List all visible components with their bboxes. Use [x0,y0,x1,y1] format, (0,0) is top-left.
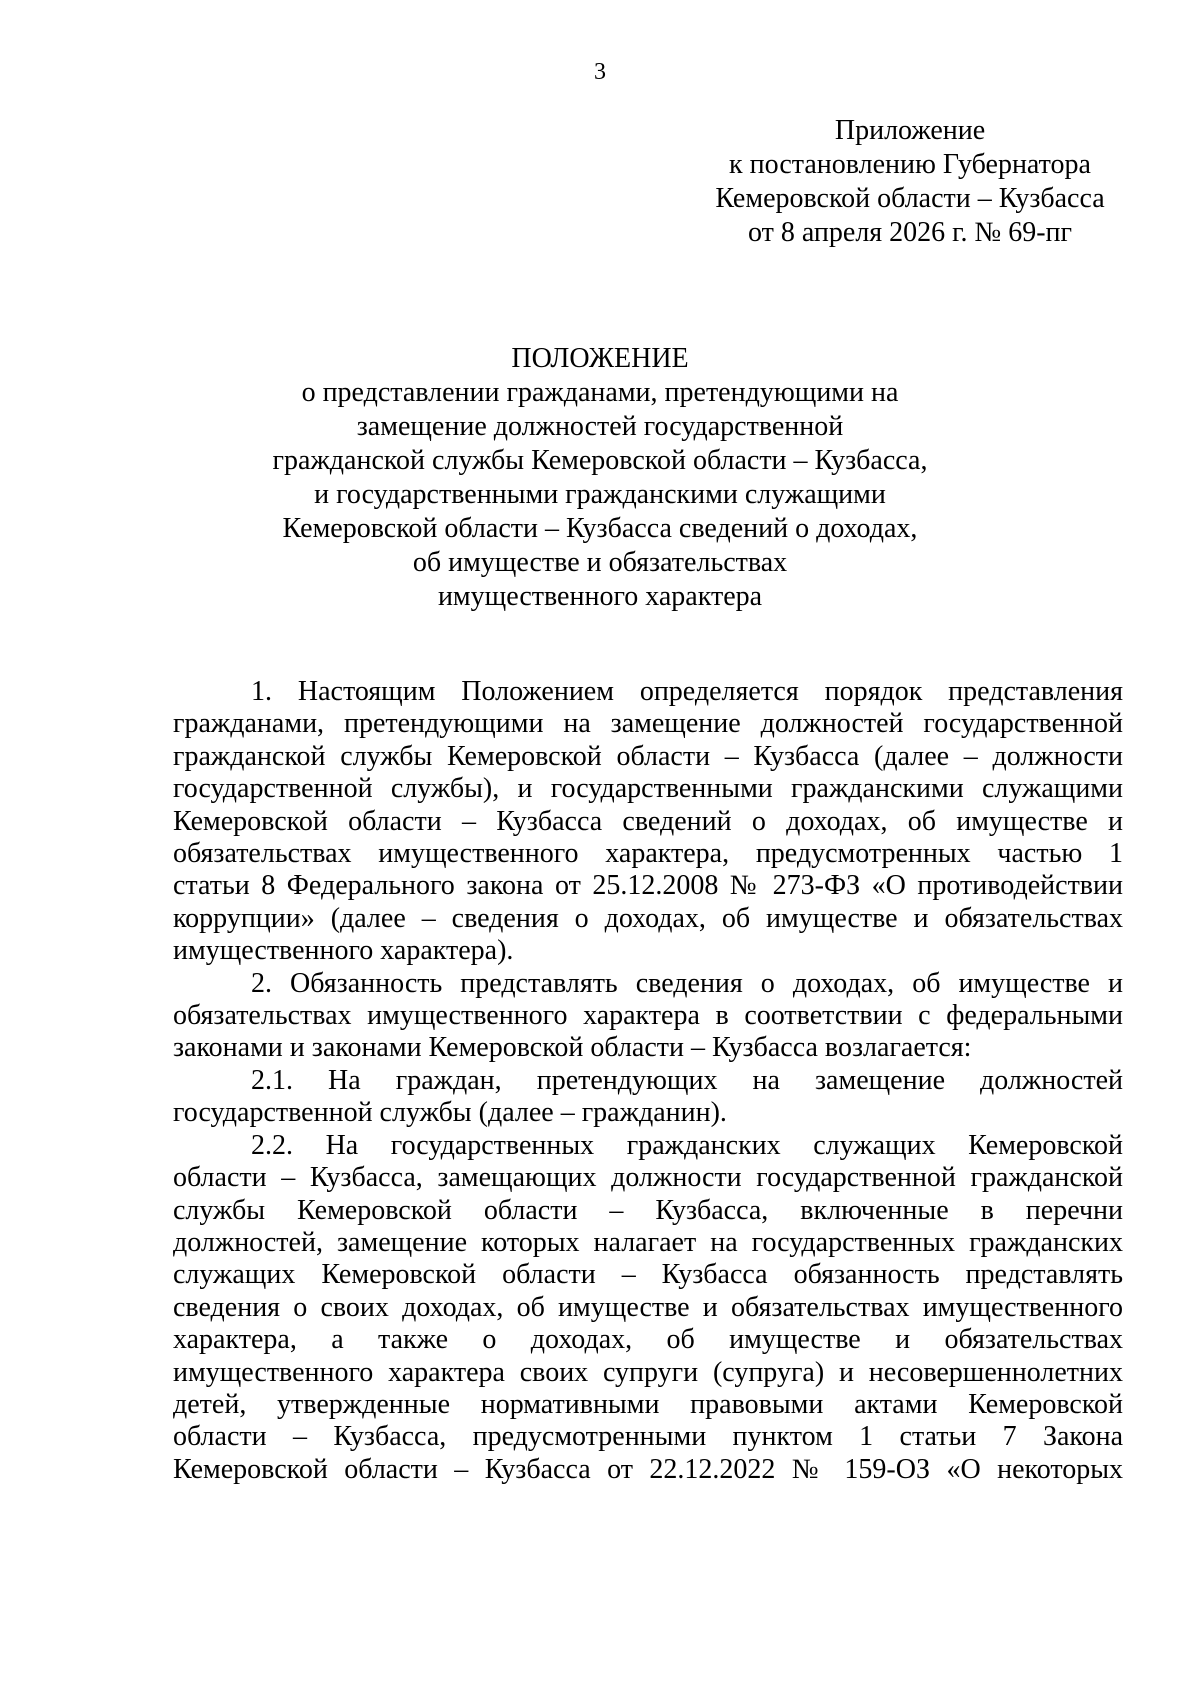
paragraph-line: имущественного характера своих супруги (супруга) и несовершеннолетних [173,1356,1123,1388]
paragraph-line: 2.1. На граждан, претендующих на замещение должностей [251,1064,1123,1096]
document-title [230,342,970,614]
body-paragraph [173,1130,1123,1486]
appendix-line: от 8 апреля 2026 г. № 69-пг [747,217,1073,248]
body-paragraph [173,676,1123,968]
paragraph-line: коррупции» (далее – сведения о доходах, об имуществе и обязательствах [173,902,1123,934]
paragraph-line: обязательствах имущественного характера в соответствии с федеральными [173,1000,1123,1032]
document-body [173,676,1123,1486]
page-number: 3 [594,59,606,85]
paragraph-line: государственной службы), и государственными гражданскими служащими [173,773,1123,805]
paragraph-line: гражданской службы Кемеровской области – Кузбасса (далее – должности [173,740,1123,772]
paragraph-line: сведения о своих доходах, об имуществе и обязательствах имущественного [173,1291,1123,1323]
paragraph-line: 2. Обязанность представлять сведения о доходах, об имуществе и [251,967,1123,999]
paragraph-line: службы Кемеровской области – Кузбасса, включенные в перечни [173,1194,1123,1226]
body-paragraph [173,968,1123,1065]
appendix-header [700,114,1120,250]
appendix-line: Приложение [834,115,986,146]
paragraph-line: имущественного характера). [173,935,514,967]
paragraph-line: должностей, замещение которых налагает на государственных гражданских [173,1226,1123,1258]
paragraph-line: 2.2. На государственных гражданских служащих Кемеровской [251,1129,1123,1161]
paragraph-line: области – Кузбасса, замещающих должности государственной гражданской [173,1162,1123,1194]
paragraph-line: гражданами, претендующими на замещение должностей государственной [173,708,1123,740]
paragraph-line: характера, а также о доходах, об имуществе и обязательствах [173,1324,1123,1356]
appendix-line: к постановлению Губернатора [729,149,1091,180]
title-line: замещение должностей государственной [356,411,844,442]
paragraph-line: служащих Кемеровской области – Кузбасса обязанность представлять [173,1259,1123,1291]
paragraph-line: государственной службы (далее – гражданин). [173,1097,727,1129]
appendix-line: Кемеровской области – Кузбасса [715,183,1105,214]
title-line: об имуществе и обязательствах [412,547,788,578]
paragraph-line: законами и законами Кемеровской области – Кузбасса возлагается: [173,1032,972,1064]
paragraph-line: детей, утвержденные нормативными правовыми актами Кемеровской [173,1388,1123,1420]
title-line: имущественного характера [437,581,763,612]
title-line: о представлении гражданами, претендующими на [301,377,899,408]
paragraph-line: обязательствах имущественного характера, предусмотренных частью 1 [173,838,1123,870]
paragraph-line: 1. Настоящим Положением определяется порядок представления [251,676,1123,707]
body-paragraph [173,1065,1123,1130]
paragraph-line: области – Кузбасса, предусмотренными пунктом 1 статьи 7 Закона [173,1421,1123,1453]
title-heading: ПОЛОЖЕНИЕ [511,343,689,374]
title-line: и государственными гражданскими служащими [314,479,886,510]
title-line: Кемеровской области – Кузбасса сведений о доходах, [282,513,918,544]
paragraph-line: Кемеровской области – Кузбасса сведений о доходах, об имуществе и [173,805,1123,837]
title-line: гражданской службы Кемеровской области – Кузбасса, [272,445,928,476]
paragraph-line: Кемеровской области – Кузбасса от 22.12.2022 № 159-ОЗ «О некоторых [173,1453,1123,1485]
paragraph-line: статьи 8 Федерального закона от 25.12.2008 № 273-ФЗ «О противодействии [173,870,1123,902]
